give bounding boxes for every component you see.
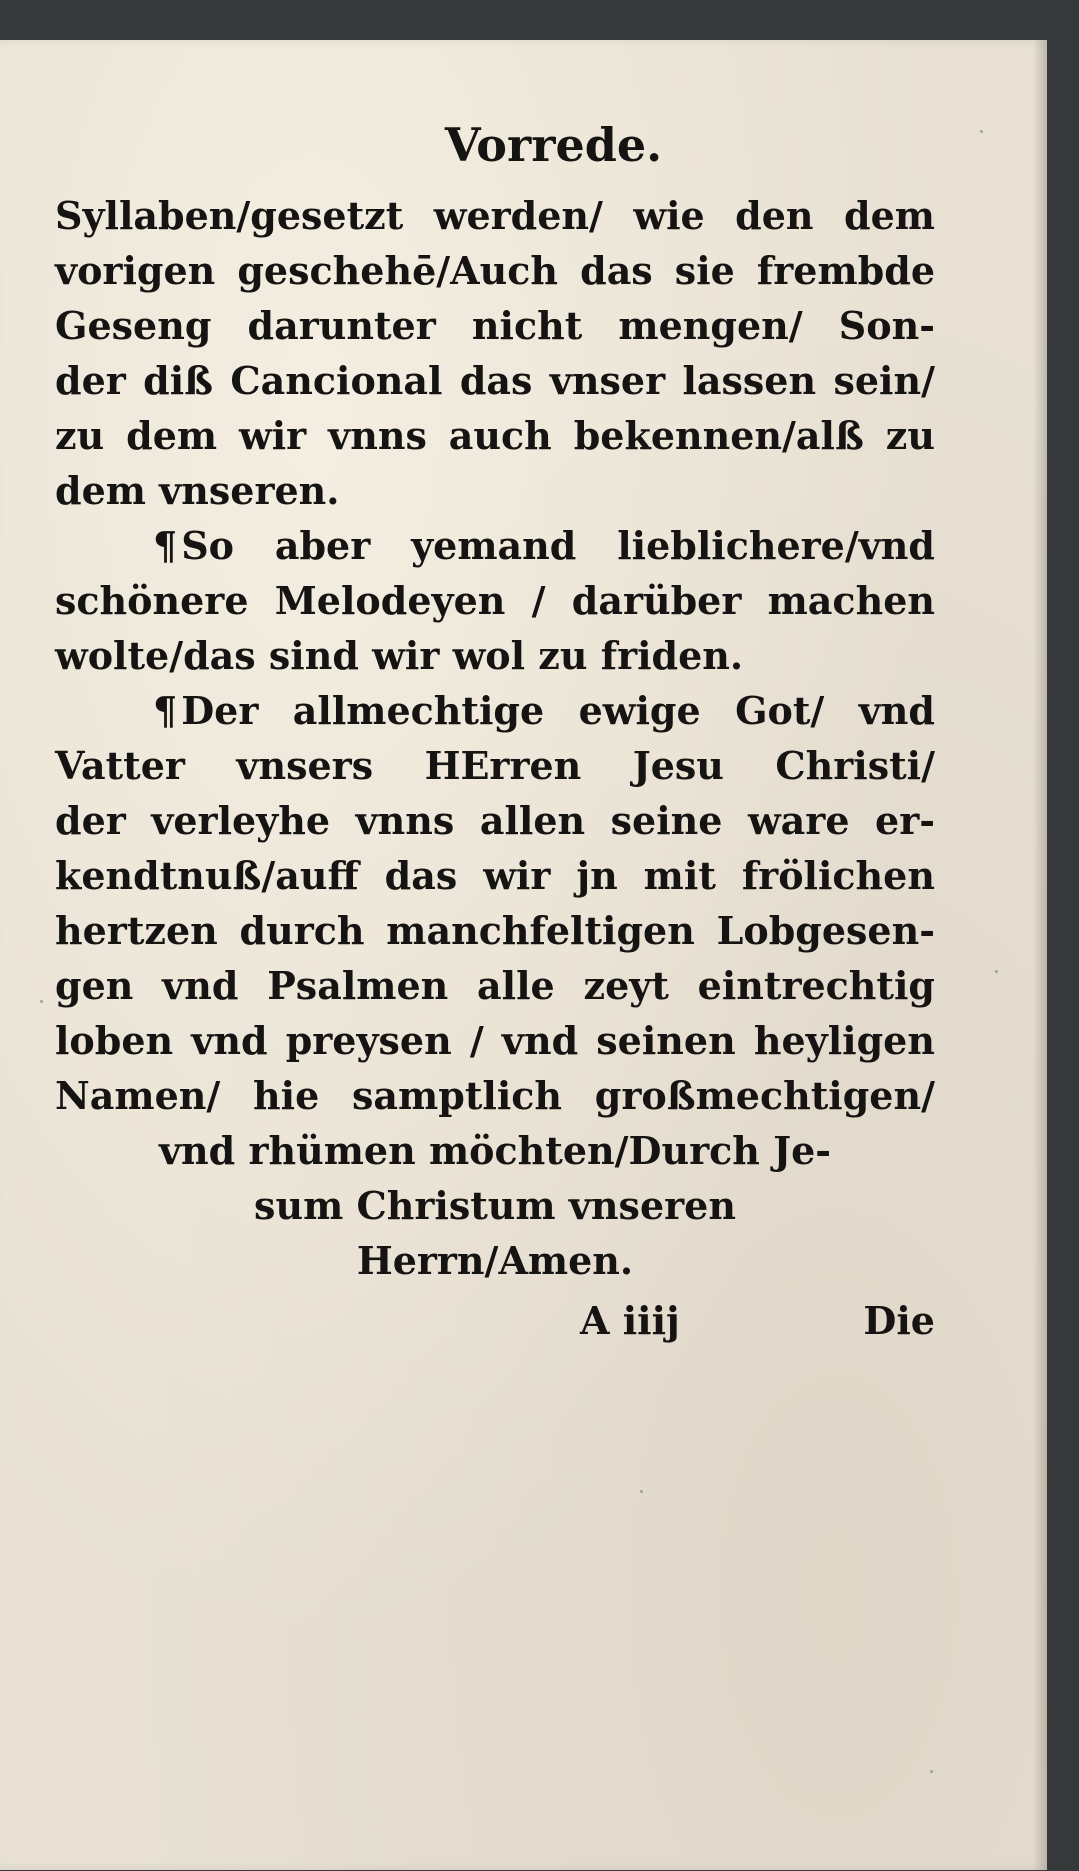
text-line: kendtnuß/auff das wir jn mit frölichen — [55, 853, 935, 898]
paper-speck — [40, 1000, 43, 1003]
text-line: loben vnd preysen / vnd seinen heyligen — [55, 1018, 935, 1063]
paper-speck — [995, 970, 998, 973]
text-line: hertzen durch manchfeltigen Lobgesen- — [55, 908, 935, 953]
text-line: dem vnseren. — [55, 468, 340, 513]
body-text — [55, 188, 935, 1288]
text-line: Namen/ hie samptlich großmechtigen/ — [55, 1073, 935, 1118]
text-line: Syllaben/gesetzt werden/ wie den dem — [55, 193, 935, 238]
text-line: der verleyhe vnns allen seine ware er- — [55, 798, 935, 843]
text-line-paragraph — [55, 683, 935, 738]
text-line-content: Der allmechtige ewige Got/ vnd — [181, 688, 935, 733]
text-line-centered: sum Christum vnseren — [254, 1183, 736, 1228]
signature-mark: A iiij — [580, 1298, 680, 1343]
text-line: wolte/das sind wir wol zu friden. — [55, 633, 744, 678]
page-footer — [55, 1298, 935, 1358]
page-header: Vorrede. — [444, 118, 663, 172]
text-line: Geseng darunter nicht mengen/ Son- — [55, 303, 935, 348]
text-line-centered: vnd rhümen möchten/Durch Je- — [158, 1128, 832, 1173]
paper-speck — [640, 1490, 643, 1493]
catchword: Die — [863, 1298, 935, 1343]
text-line-centered: Herrn/Amen. — [356, 1238, 634, 1283]
book-page — [0, 40, 1047, 1870]
text-line: gen vnd Psalmen alle zeyt eintrechtig — [55, 963, 935, 1008]
text-line: zu dem wir vnns auch bekennen/alß zu — [55, 413, 935, 458]
text-line-content: So aber yemand lieblichere/vnd — [181, 523, 935, 568]
text-line: vorigen geschehē/Auch das sie frembde — [55, 248, 935, 293]
pilcrow-mark: ¶ — [153, 523, 178, 568]
text-line: Vatter vnsers HErren Jesu Christi/ — [55, 743, 935, 788]
pilcrow-mark: ¶ — [153, 688, 178, 733]
page-edge-shadow — [1033, 40, 1047, 1870]
text-line: der diß Cancional das vnser lassen sein/ — [55, 358, 935, 403]
text-line: schönere Melodeyen / darüber machen — [55, 578, 935, 623]
paper-speck — [930, 1770, 933, 1773]
text-line-paragraph — [55, 518, 935, 573]
paper-speck — [980, 130, 983, 133]
